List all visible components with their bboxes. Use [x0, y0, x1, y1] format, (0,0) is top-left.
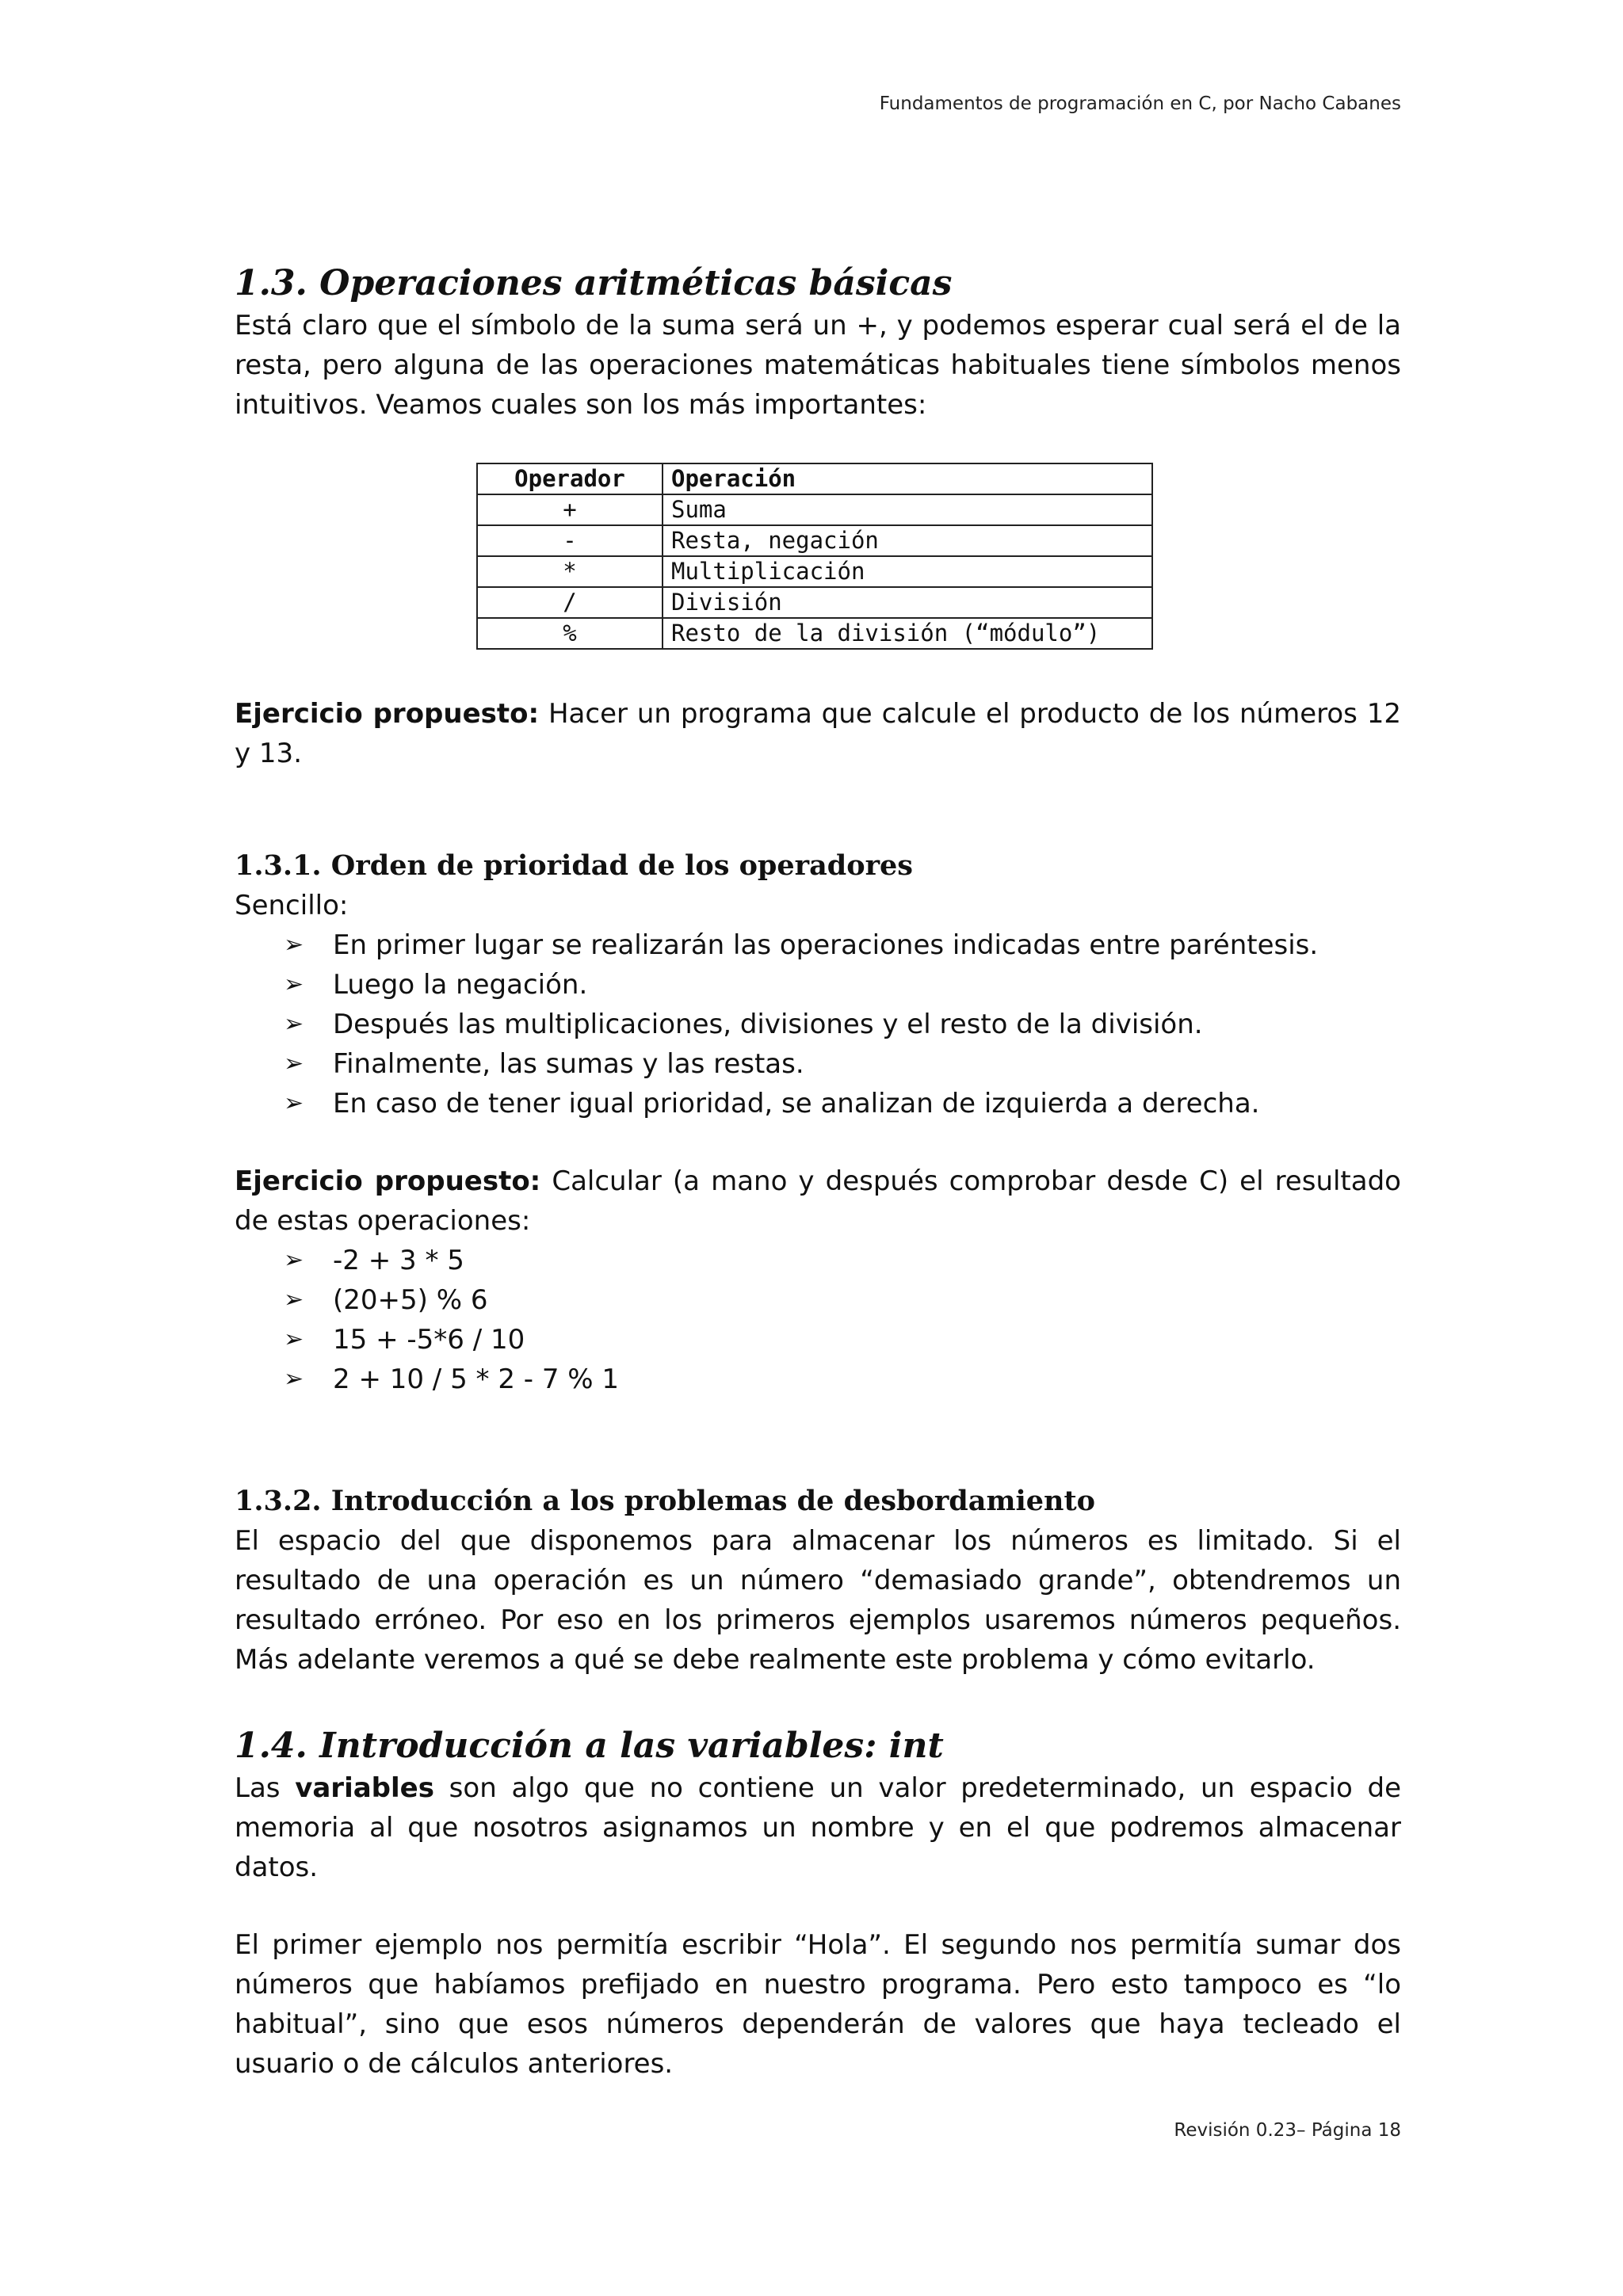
- section-1-3-1-title: 1.3.1. Orden de prioridad de los operadores: [235, 849, 914, 882]
- arrow-bullet-icon: ➢: [284, 1325, 304, 1353]
- exercise-text: Calcular (a mano y después comprobar desde C) el resultado de estas operaciones:: [235, 1165, 1401, 1237]
- list-item: ➢ Después las multiplicaciones, divisiones y el resto de la división.: [235, 1005, 1401, 1044]
- table-row: [477, 556, 1152, 587]
- arrow-bullet-icon: ➢: [284, 1246, 304, 1274]
- variables-term: variables: [295, 1772, 434, 1804]
- table-header-cell: Operación: [663, 463, 1152, 494]
- table-cell: -: [477, 525, 663, 556]
- table-cell: Resta, negación: [663, 525, 1152, 556]
- exercise-label: Ejercicio propuesto:: [235, 1165, 541, 1197]
- table-row: [477, 587, 1152, 618]
- section-1-4-title: 1.4. Introducción a las variables: int: [235, 1726, 944, 1766]
- exercise-label: Ejercicio propuesto:: [235, 698, 540, 730]
- section-1-4-p2: El primer ejemplo nos permitía escribir “Hola”. El segundo nos permitía sumar dos números que habíamos prefijado en nuestro programa. Pero esto tampoco es “lo habitual”, sino que esos números dependerán de valores que haya tecleado el usuario o de cálculos anteriores.: [235, 1929, 1401, 2080]
- list-item: ➢ (20+5) % 6: [235, 1280, 1401, 1320]
- table-cell: *: [477, 556, 663, 587]
- section-1-3-2-title: 1.3.2. Introducción a los problemas de desbordamiento: [235, 1485, 1096, 1517]
- arrow-bullet-icon: ➢: [284, 1089, 304, 1117]
- exercise-1: [235, 694, 1401, 773]
- table-cell: Resto de la división (“módulo”): [663, 618, 1152, 649]
- priority-list: [235, 925, 1401, 1123]
- running-header: Fundamentos de programación en C, por Nacho Cabanes: [879, 93, 1401, 114]
- arrow-bullet-icon: ➢: [284, 1365, 304, 1393]
- arrow-bullet-icon: ➢: [284, 971, 304, 998]
- list-item: ➢ 15 + -5*6 / 10: [235, 1320, 1401, 1360]
- list-item: ➢ En primer lugar se realizarán las operaciones indicadas entre paréntesis.: [235, 925, 1401, 965]
- page-content: [235, 261, 1401, 2084]
- section-1-3-intro: Está claro que el símbolo de la suma será un +, y podemos esperar cual será el de la resta, pero alguna de las operaciones matemáticas habituales tiene símbolos menos intuitivos. Veamos cuales son los más importantes:: [235, 310, 1401, 421]
- section-1-4-p1: Las variables son algo que no contiene un valor predeterminado, un espacio de memoria al que nosotros asignamos un nombre y en el que podremos almacenar datos.: [235, 1772, 1401, 1883]
- table-header-row: [477, 463, 1152, 494]
- section-1-3-title: 1.3. Operaciones aritméticas básicas: [235, 263, 953, 303]
- table-cell: %: [477, 618, 663, 649]
- table-cell: División: [663, 587, 1152, 618]
- arrow-bullet-icon: ➢: [284, 931, 304, 959]
- list-item: ➢ -2 + 3 * 5: [235, 1241, 1401, 1280]
- table-cell: Suma: [663, 494, 1152, 525]
- table-row: [477, 525, 1152, 556]
- exercise-text: Hacer un programa que calcule el producto de los números 12 y 13.: [235, 698, 1401, 769]
- table-cell: Multiplicación: [663, 556, 1152, 587]
- list-item: ➢ 2 + 10 / 5 * 2 - 7 % 1: [235, 1360, 1401, 1399]
- expression-list: [235, 1241, 1401, 1399]
- table-header-cell: Operador: [477, 463, 663, 494]
- table-row: [477, 618, 1152, 649]
- table-cell: /: [477, 587, 663, 618]
- section-1-3-1-lead: Sencillo:: [235, 890, 349, 921]
- operators-table: [476, 463, 1153, 650]
- list-item: ➢ Finalmente, las sumas y las restas.: [235, 1044, 1401, 1084]
- list-item: ➢ Luego la negación.: [235, 965, 1401, 1005]
- arrow-bullet-icon: ➢: [284, 1050, 304, 1077]
- exercise-2: [235, 1161, 1401, 1241]
- arrow-bullet-icon: ➢: [284, 1286, 304, 1314]
- table-row: [477, 494, 1152, 525]
- list-item: ➢ En caso de tener igual prioridad, se analizan de izquierda a derecha.: [235, 1084, 1401, 1123]
- table-cell: +: [477, 494, 663, 525]
- page-footer: Revisión 0.23– Página 18: [1174, 2120, 1401, 2141]
- section-1-3-2-text: El espacio del que disponemos para almacenar los números es limitado. Si el resultado de una operación es un número “demasiado grande”, obtendremos un resultado erróneo. Por eso en los primeros ejemplos usaremos números pequeños. Más adelante veremos a qué se debe realmente este problema y cómo evitarlo.: [235, 1525, 1401, 1676]
- arrow-bullet-icon: ➢: [284, 1010, 304, 1038]
